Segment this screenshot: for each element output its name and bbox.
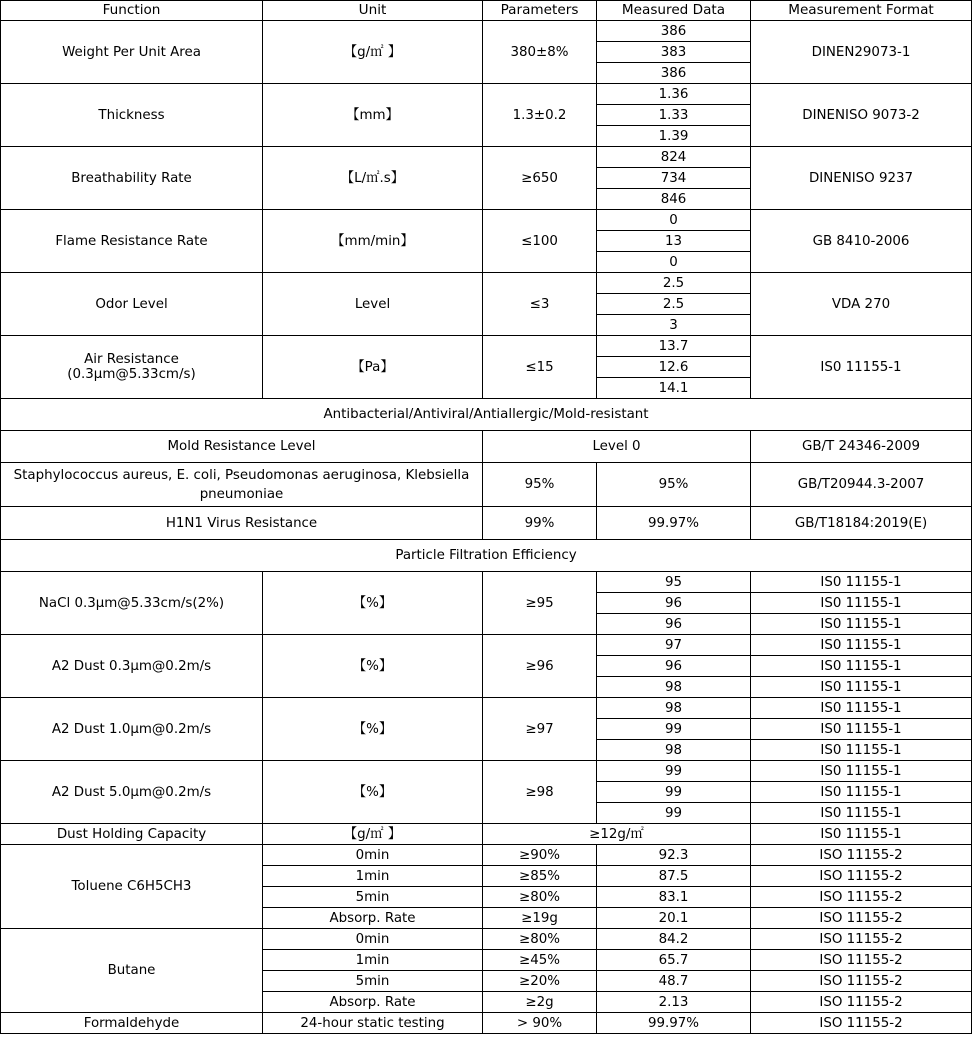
format-cell: DINENISO 9237 xyxy=(751,147,972,210)
format-cell: ISO 11155-2 xyxy=(751,866,972,887)
measured-cell: 98 xyxy=(597,740,751,761)
function-cell: A2 Dust 0.3μm@0.2m/s xyxy=(1,635,263,698)
measured-cell: 97 xyxy=(597,635,751,656)
parameter-cell: ≥98 xyxy=(483,761,597,824)
parameter-cell: 99% xyxy=(483,507,597,540)
function-cell: Staphylococcus aureus, E. coli, Pseudomonas aeruginosa, Klebsiella pneumoniae xyxy=(1,463,483,507)
measured-cell: 2.5 xyxy=(597,294,751,315)
format-cell: ISO 11155-2 xyxy=(751,950,972,971)
measured-cell: 2.13 xyxy=(597,992,751,1013)
format-cell: DINEN29073-1 xyxy=(751,21,972,84)
function-cell xyxy=(1,336,263,399)
function-cell: Dust Holding Capacity xyxy=(1,824,263,845)
function-cell: NaCl 0.3μm@5.33cm/s(2%) xyxy=(1,572,263,635)
measured-cell: 824 xyxy=(597,147,751,168)
function-cell: Formaldehyde xyxy=(1,1013,263,1034)
parameter-cell: ≥650 xyxy=(483,147,597,210)
format-cell: IS0 11155-1 xyxy=(751,782,972,803)
parameter-cell: ≥97 xyxy=(483,698,597,761)
header-measured-data: Measured Data xyxy=(597,1,751,21)
measured-cell: 99 xyxy=(597,761,751,782)
parameter-cell: ≥19g xyxy=(483,908,597,929)
function-cell: Thickness xyxy=(1,84,263,147)
format-cell: IS0 11155-1 xyxy=(751,824,972,845)
unit-cell: 0min xyxy=(263,929,483,950)
parameter-cell: ≥45% xyxy=(483,950,597,971)
unit-cell: 24-hour static testing xyxy=(263,1013,483,1034)
unit-cell: 5min xyxy=(263,887,483,908)
format-cell: IS0 11155-1 xyxy=(751,719,972,740)
measured-cell: 65.7 xyxy=(597,950,751,971)
format-cell: GB/T18184:2019(E) xyxy=(751,507,972,540)
table-row xyxy=(1,336,972,357)
format-cell: ISO 11155-2 xyxy=(751,992,972,1013)
format-cell: IS0 11155-1 xyxy=(751,635,972,656)
header-parameters: Parameters xyxy=(483,1,597,21)
measured-cell: 99 xyxy=(597,803,751,824)
measured-cell: 12.6 xyxy=(597,357,751,378)
table-row xyxy=(1,572,972,593)
header-function: Function xyxy=(1,1,263,21)
function-cell: Breathability Rate xyxy=(1,147,263,210)
format-cell: IS0 11155-1 xyxy=(751,761,972,782)
section-title-particle: Particle Filtration Efficiency xyxy=(1,540,972,572)
unit-cell: Absorp. Rate xyxy=(263,992,483,1013)
table-row xyxy=(1,21,972,42)
unit-cell: Absorp. Rate xyxy=(263,908,483,929)
measured-cell: 96 xyxy=(597,593,751,614)
parameter-cell: ≥95 xyxy=(483,572,597,635)
format-cell: IS0 11155-1 xyxy=(751,336,972,399)
measured-cell: 99 xyxy=(597,782,751,803)
format-cell: GB/T20944.3-2007 xyxy=(751,463,972,507)
table-row xyxy=(1,84,972,105)
measured-cell: 99.97% xyxy=(597,1013,751,1034)
format-cell: IS0 11155-1 xyxy=(751,572,972,593)
parameter-cell: 95% xyxy=(483,463,597,507)
unit-cell: 【%】 xyxy=(263,635,483,698)
measured-cell: 1.39 xyxy=(597,126,751,147)
measured-cell: 98 xyxy=(597,698,751,719)
format-cell: ISO 11155-2 xyxy=(751,845,972,866)
measured-cell: 98 xyxy=(597,677,751,698)
parameter-cell: ≥85% xyxy=(483,866,597,887)
section-header-row xyxy=(1,540,972,572)
table-row xyxy=(1,761,972,782)
format-cell: IS0 11155-1 xyxy=(751,740,972,761)
measured-cell: 95 xyxy=(597,572,751,593)
unit-cell: 【g/㎡ 】 xyxy=(263,824,483,845)
parameter-cell: ≥2g xyxy=(483,992,597,1013)
unit-cell: 【%】 xyxy=(263,698,483,761)
measured-cell: 734 xyxy=(597,168,751,189)
unit-cell: 【mm】 xyxy=(263,84,483,147)
format-cell: IS0 11155-1 xyxy=(751,698,972,719)
unit-cell: 【mm/min】 xyxy=(263,210,483,273)
function-cell: Flame Resistance Rate xyxy=(1,210,263,273)
measured-cell: 0 xyxy=(597,252,751,273)
function-cell: H1N1 Virus Resistance xyxy=(1,507,483,540)
format-cell: ISO 11155-2 xyxy=(751,887,972,908)
measured-cell: 383 xyxy=(597,42,751,63)
function-cell: Toluene C6H5CH3 xyxy=(1,845,263,929)
header-row xyxy=(1,1,972,21)
format-cell: VDA 270 xyxy=(751,273,972,336)
measured-cell: 87.5 xyxy=(597,866,751,887)
format-cell: IS0 11155-1 xyxy=(751,656,972,677)
parameter-cell: 1.3±0.2 xyxy=(483,84,597,147)
measured-cell: 1.36 xyxy=(597,84,751,105)
measured-cell: 14.1 xyxy=(597,378,751,399)
measured-cell: 13 xyxy=(597,231,751,252)
format-cell: IS0 11155-1 xyxy=(751,803,972,824)
format-cell: ISO 11155-2 xyxy=(751,929,972,950)
unit-cell: 1min xyxy=(263,866,483,887)
function-cell: Weight Per Unit Area xyxy=(1,21,263,84)
value-cell: ≥12g/㎡ xyxy=(483,824,751,845)
table-row xyxy=(1,431,972,463)
parameter-cell: ≤100 xyxy=(483,210,597,273)
format-cell: GB/T 24346-2009 xyxy=(751,431,972,463)
table-row xyxy=(1,210,972,231)
measured-cell: 48.7 xyxy=(597,971,751,992)
measured-cell: 3 xyxy=(597,315,751,336)
parameter-cell: ≥90% xyxy=(483,845,597,866)
format-cell: ISO 11155-2 xyxy=(751,971,972,992)
function-label: Air Resistance xyxy=(84,352,179,367)
unit-cell: 0min xyxy=(263,845,483,866)
table-row xyxy=(1,824,972,845)
measured-cell: 96 xyxy=(597,656,751,677)
measured-cell: 84.2 xyxy=(597,929,751,950)
parameter-cell: ≥80% xyxy=(483,929,597,950)
measured-cell: 2.5 xyxy=(597,273,751,294)
table-row xyxy=(1,698,972,719)
measured-cell: 20.1 xyxy=(597,908,751,929)
format-cell: IS0 11155-1 xyxy=(751,593,972,614)
section-header-row xyxy=(1,399,972,431)
format-cell: GB 8410-2006 xyxy=(751,210,972,273)
format-cell: ISO 11155-2 xyxy=(751,908,972,929)
measured-cell: 92.3 xyxy=(597,845,751,866)
measured-cell: 0 xyxy=(597,210,751,231)
parameter-cell: 380±8% xyxy=(483,21,597,84)
measured-cell: 96 xyxy=(597,614,751,635)
measured-cell: 83.1 xyxy=(597,887,751,908)
unit-cell: 【g/㎡ 】 xyxy=(263,21,483,84)
measured-cell: 99 xyxy=(597,719,751,740)
measured-cell: 386 xyxy=(597,63,751,84)
unit-cell: 【%】 xyxy=(263,761,483,824)
parameter-cell: ≥20% xyxy=(483,971,597,992)
unit-cell: Level xyxy=(263,273,483,336)
table-row xyxy=(1,1013,972,1034)
format-cell: IS0 11155-1 xyxy=(751,677,972,698)
parameter-cell: > 90% xyxy=(483,1013,597,1034)
unit-cell: 【L/㎡.s】 xyxy=(263,147,483,210)
measured-cell: 1.33 xyxy=(597,105,751,126)
function-cell: Butane xyxy=(1,929,263,1013)
measured-cell: 386 xyxy=(597,21,751,42)
measured-cell: 95% xyxy=(597,463,751,507)
format-cell: ISO 11155-2 xyxy=(751,1013,972,1034)
function-cell: Odor Level xyxy=(1,273,263,336)
measured-cell: 99.97% xyxy=(597,507,751,540)
measured-cell: 13.7 xyxy=(597,336,751,357)
function-cell: A2 Dust 1.0μm@0.2m/s xyxy=(1,698,263,761)
section-title-antibacterial: Antibacterial/Antiviral/Antiallergic/Mold-resistant xyxy=(1,399,972,431)
function-cell: A2 Dust 5.0μm@0.2m/s xyxy=(1,761,263,824)
value-cell: Level 0 xyxy=(483,431,751,463)
table-row xyxy=(1,635,972,656)
parameter-cell: ≤3 xyxy=(483,273,597,336)
parameter-cell: ≥80% xyxy=(483,887,597,908)
header-measurement-format: Measurement Format xyxy=(751,1,972,21)
table-row xyxy=(1,845,972,866)
function-sublabel: (0.3μm@5.33cm/s) xyxy=(67,367,196,382)
unit-cell: 【%】 xyxy=(263,572,483,635)
table-row xyxy=(1,273,972,294)
unit-cell: 5min xyxy=(263,971,483,992)
header-unit: Unit xyxy=(263,1,483,21)
unit-cell: 1min xyxy=(263,950,483,971)
unit-cell: 【Pa】 xyxy=(263,336,483,399)
parameter-cell: ≥96 xyxy=(483,635,597,698)
parameter-cell: ≤15 xyxy=(483,336,597,399)
table-row xyxy=(1,507,972,540)
table-row xyxy=(1,463,972,507)
function-cell: Mold Resistance Level xyxy=(1,431,483,463)
measured-cell: 846 xyxy=(597,189,751,210)
format-cell: IS0 11155-1 xyxy=(751,614,972,635)
format-cell: DINENISO 9073-2 xyxy=(751,84,972,147)
table-row xyxy=(1,147,972,168)
table-row xyxy=(1,929,972,950)
